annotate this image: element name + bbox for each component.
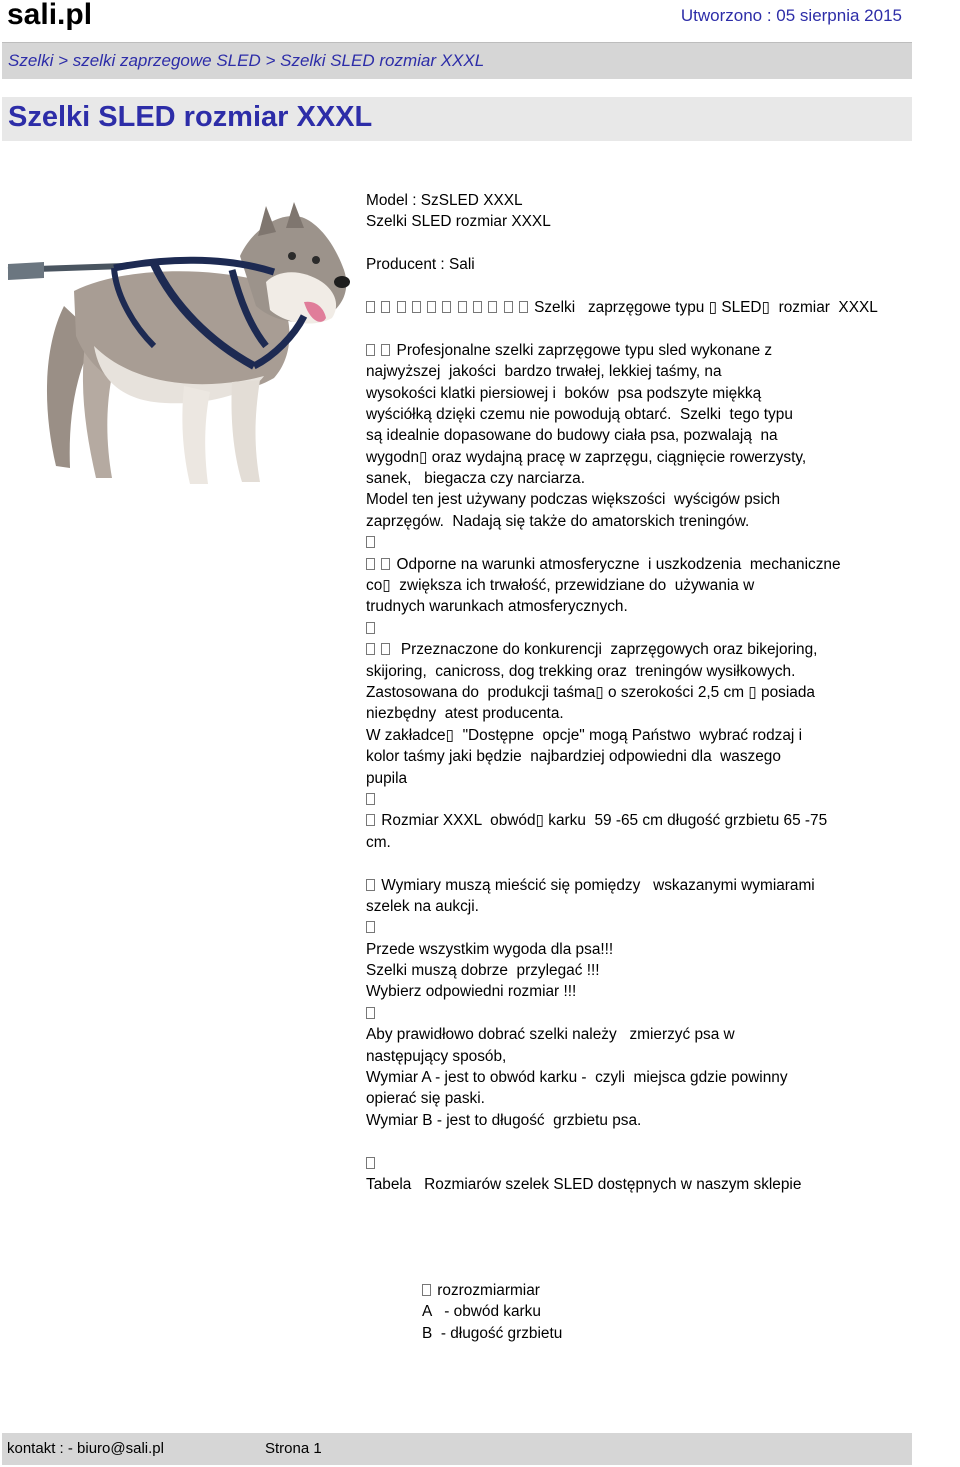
product-details: [366, 190, 960, 1195]
missing-glyph-box: [381, 344, 390, 356]
missing-glyph-box: [366, 344, 375, 356]
missing-glyph-box: [427, 301, 436, 313]
text-line: [366, 1153, 960, 1174]
text-line: [366, 318, 960, 339]
text-line: zaprzęgów. Nadają się także do amatorskich treningów.: [366, 512, 750, 530]
breadcrumb-bar: [2, 42, 912, 79]
page-title: Szelki SLED rozmiar XXXL: [8, 101, 373, 133]
description-body: [366, 318, 960, 1195]
text-line: szelek na aukcji.: [366, 897, 479, 915]
text-line: rozrozmiarmiar: [422, 1280, 562, 1301]
missing-glyph-box: [366, 622, 375, 634]
text-line: wygodn▯ oraz wydajną pracę w zaprzęgu, ciągnięcie rowerzysty,: [366, 448, 807, 466]
missing-glyph-box: [366, 643, 375, 655]
missing-glyph-box: [366, 793, 375, 805]
text-line: najwyższej jakości bardzo trwałej, lekkiej taśmy, na: [366, 363, 722, 381]
text-line: Przede wszystkim wygoda dla psa!!!: [366, 940, 614, 958]
text-line: skijoring, canicross, dog trekking oraz treningów wysiłkowych.: [366, 662, 796, 680]
page-header: [0, 0, 912, 42]
text-line: A - obwód karku: [422, 1303, 541, 1321]
missing-glyph-box: [366, 1007, 375, 1019]
text-line: [366, 1131, 960, 1152]
text-line: wyściółką dzięki czemu nie powodują obtarć. Szelki tego typu: [366, 405, 793, 423]
text-line: kolor taśmy jaki będzie najbardziej odpowiedni dla waszego: [366, 748, 781, 766]
model-line: Model : SzSLED XXXL: [366, 192, 523, 209]
missing-glyph-box: [442, 301, 451, 313]
footer-contact[interactable]: kontakt : - biuro@sali.pl: [7, 1440, 164, 1457]
text-line: [366, 618, 960, 639]
footer-page-number: Strona 1: [265, 1440, 322, 1457]
missing-glyph-box: [381, 643, 390, 655]
text-line: następujący sposób,: [366, 1047, 507, 1065]
missing-glyph-box: [412, 301, 421, 313]
text-line: W zakładce▯ "Dostępne opcje" mogą Państwo wybrać rodzaj i: [366, 726, 802, 744]
missing-glyph-box: [488, 301, 497, 313]
text-line: Wymiary muszą mieścić się pomiędzy wskazanymi wymiarami: [366, 875, 960, 896]
text-line: [366, 853, 960, 874]
text-line: Model ten jest używany podczas większości wyścigów psich: [366, 491, 781, 509]
producer-line: Producent : Sali: [366, 256, 475, 274]
text-line: Przeznaczone do konkurencji zaprzęgowych oraz bikejoring,: [366, 639, 960, 660]
description-first-line: Szelki zaprzęgowe typu ▯ SLED▯ rozmiar XXXL: [366, 297, 960, 318]
missing-glyph-box: [366, 558, 375, 570]
product-photo-husky-harness: [4, 196, 356, 490]
text-line: wysokości klatki piersiowej i boków psa podszyte miękką: [366, 384, 762, 402]
missing-glyph-box: [422, 1284, 431, 1296]
missing-glyph-box: [366, 879, 375, 891]
text-line: [366, 1003, 960, 1024]
breadcrumb[interactable]: Szelki > szelki zaprzegowe SLED > Szelki SLED rozmiar XXXL: [8, 51, 485, 70]
site-logo[interactable]: sali.pl: [7, 0, 93, 31]
missing-glyph-box: [473, 301, 482, 313]
missing-glyph-box: [504, 301, 513, 313]
text-line: trudnych warunkach atmosferycznych.: [366, 598, 628, 616]
missing-glyph-box: [381, 558, 390, 570]
text-line: [366, 789, 960, 810]
text-line: cm.: [366, 833, 391, 851]
text-line: [366, 917, 960, 938]
missing-glyph-box: [366, 921, 375, 933]
glyph-boxes: [366, 299, 530, 316]
product-name-line: Szelki SLED rozmiar XXXL: [366, 213, 551, 231]
size-legend: [422, 1280, 562, 1344]
created-date: Utworzono : 05 sierpnia 2015: [680, 6, 902, 25]
missing-glyph-box: [397, 301, 406, 313]
text-line: Wymiar B - jest to długość grzbietu psa.: [366, 1111, 642, 1129]
text-line: Odporne na warunki atmosferyczne i uszkodzenia mechaniczne: [366, 554, 960, 575]
text-line: niezbędny atest producenta.: [366, 705, 564, 723]
text-line: sanek, biegacza czy narciarza.: [366, 470, 585, 488]
missing-glyph-box: [366, 301, 375, 313]
text-line: Wybierz odpowiedni rozmiar !!!: [366, 983, 577, 1001]
missing-glyph-box: [458, 301, 467, 313]
text-line: Wymiar A - jest to obwód karku - czyli miejsca gdzie powinny: [366, 1069, 788, 1087]
missing-glyph-box: [366, 536, 375, 548]
text-line: co▯ zwiększa ich trwałość, przewidziane do używania w: [366, 577, 755, 595]
text-line: Zastosowana do produkcji taśma▯ o szerokości 2,5 cm ▯ posiada: [366, 683, 815, 701]
missing-glyph-box: [366, 814, 375, 826]
text-line: Aby prawidłowo dobrać szelki należy zmierzyć psa w: [366, 1026, 735, 1044]
missing-glyph-box: [381, 301, 390, 313]
text-line: Profesjonalne szelki zaprzęgowe typu sled wykonane z: [366, 340, 960, 361]
missing-glyph-box: [366, 1157, 375, 1169]
text-line: są idealnie dopasowane do budowy ciała psa, pozwalają na: [366, 427, 778, 445]
text-line: B - długość grzbietu: [422, 1324, 563, 1342]
title-bar: [2, 97, 912, 141]
text-line: Rozmiar XXXL obwód▯ karku 59 -65 cm długość grzbietu 65 -75: [366, 810, 960, 831]
text-line: Tabela Rozmiarów szelek SLED dostępnych w naszym sklepie: [366, 1175, 802, 1193]
text-line: opierać się paski.: [366, 1090, 485, 1108]
text-line: pupila: [366, 769, 408, 787]
missing-glyph-box: [519, 301, 528, 313]
text-line: [366, 532, 960, 553]
page-footer: [2, 1433, 912, 1465]
text-line: Szelki muszą dobrze przylegać !!!: [366, 962, 600, 980]
